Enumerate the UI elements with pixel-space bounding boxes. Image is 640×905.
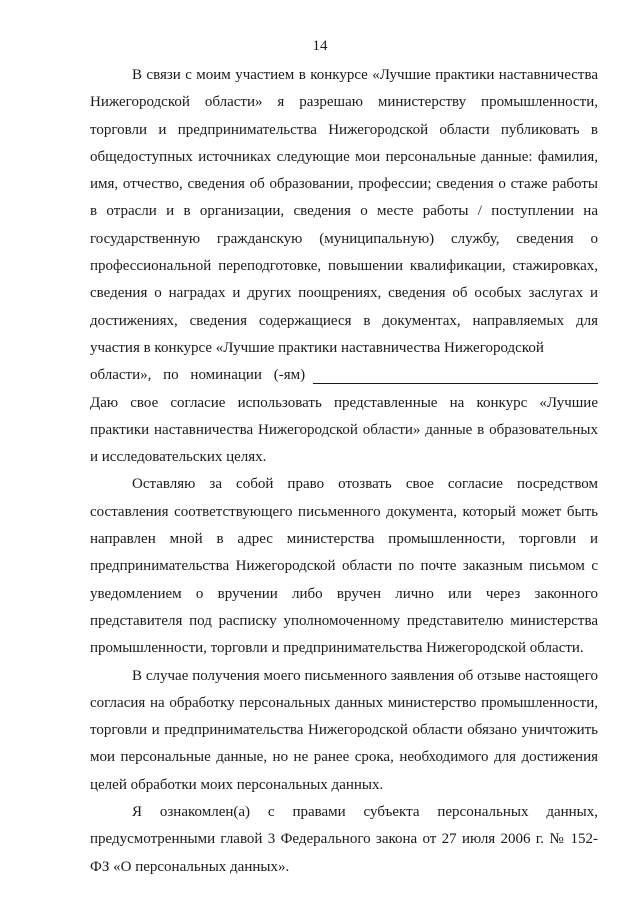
consent-paragraph-1: В связи с моим участием в конкурсе «Лучшие практики наставничества Нижегородской области» я разрешаю министерству промышленности, торговли и предпринимательства Нижегородской области публиковать в общедоступных источниках следующие мои персональные данные: фамилия, имя, отчество, сведения об образовании, профессии; сведения о стаже работы в отрасли и в организации, сведения о месте работы / поступлении на государственную гражданскую (муниципальную) службу, сведения о профессиональной переподготовке, повышении квалификации, стажировках, сведения о наградах и других поощрениях, сведения об особых заслугах и достижениях, сведения содержащиеся в документах, направляемых для участия в конкурсе «Лучшие практики наставничества Нижегородской [90, 67, 598, 356]
consent-paragraph-4: Я ознакомлен(а) с правами субъекта персональных данных, предусмотренными главой 3 Федерального закона от 27 июля 2006 г. № 152-ФЗ «О персональных данных». [90, 804, 598, 875]
consent-paragraph-2: Оставляю за собой право отозвать свое согласие посредством составления соответствующего письменного документа, который может быть направлен мной в адрес министерства промышленности, торговли и предпринимательства Нижегородской области по почте заказным письмом с уведомлением о вручении либо вручен лично или через законного представителя под расписку уполномоченному представителю министерства промышленности, торговли и предпринимательства Нижегородской области. [90, 476, 598, 657]
nomination-blank-field[interactable] [313, 365, 598, 384]
consent-body [90, 62, 598, 881]
nomination-line [90, 362, 598, 389]
consent-paragraph-1-continued: Даю свое согласие использовать представленные на конкурс «Лучшие практики наставничества Нижегородской области» данные в образовательных и исследовательских целях. [90, 394, 598, 466]
nomination-label: области», по номинации (-ям) [90, 367, 306, 384]
consent-paragraph-3: В случае получения моего письменного заявления об отзыве настоящего согласия на обработку персональных данных министерство промышленности, торговли и предпринимательства Нижегородской области обязано уничтожить мои персональные данные, но не ранее срока, необходимого для достижения целей обработки моих персональных данных. [90, 667, 598, 793]
page-number: 14 [312, 38, 328, 54]
